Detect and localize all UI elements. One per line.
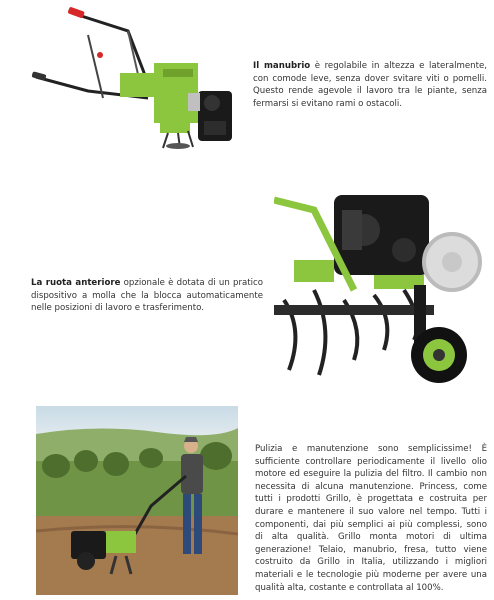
- handlebar-description: [253, 60, 487, 110]
- maintenance-text: Pulizia e manutenzione sono semplicissime! È sufficiente controllare periodicamente il livello olio motore ed eseguire la pulizia del filtro. Il cambio non necessita di alcuna manutenzione. Princess, come tutti i prodotti Grillo, è progettata e costruita per durare e mantenere il suo valore nel tempo. Tutti i componenti, dai più semplici ai più complessi, sono di alta qualità. Grillo monta motori di ultima generazione! Telaio, manubrio, fresa, tutto viene costruito da Grillo in Italia, utilizzando i migliori materiali e le tecnologie più moderne per avere una qualità alta, costante e controllata al 100%.: [255, 444, 487, 593]
- front-wheel-description: [31, 277, 263, 315]
- maintenance-description: [255, 443, 487, 594]
- front-wheel-tiller-image: [274, 190, 486, 396]
- handlebar-title: Il manubrio: [253, 61, 311, 71]
- handlebar-text: è regolabile in altezza e lateralmente, con comode leve, senza dover svitare viti o pomelli. Questo rende agevole il lavoro tra le piante, senza fermarsi si evitano rami o ostacoli.: [253, 61, 487, 109]
- front-wheel-text: opzionale è dotata di un pratico dispositivo a molla che la blocca automaticamente nelle posizioni di lavoro e trasferimento.: [31, 278, 263, 314]
- handlebar-tiller-image: [28, 3, 242, 150]
- farmer-with-tiller-photo: [36, 406, 238, 595]
- front-wheel-title: La ruota anteriore: [31, 278, 121, 288]
